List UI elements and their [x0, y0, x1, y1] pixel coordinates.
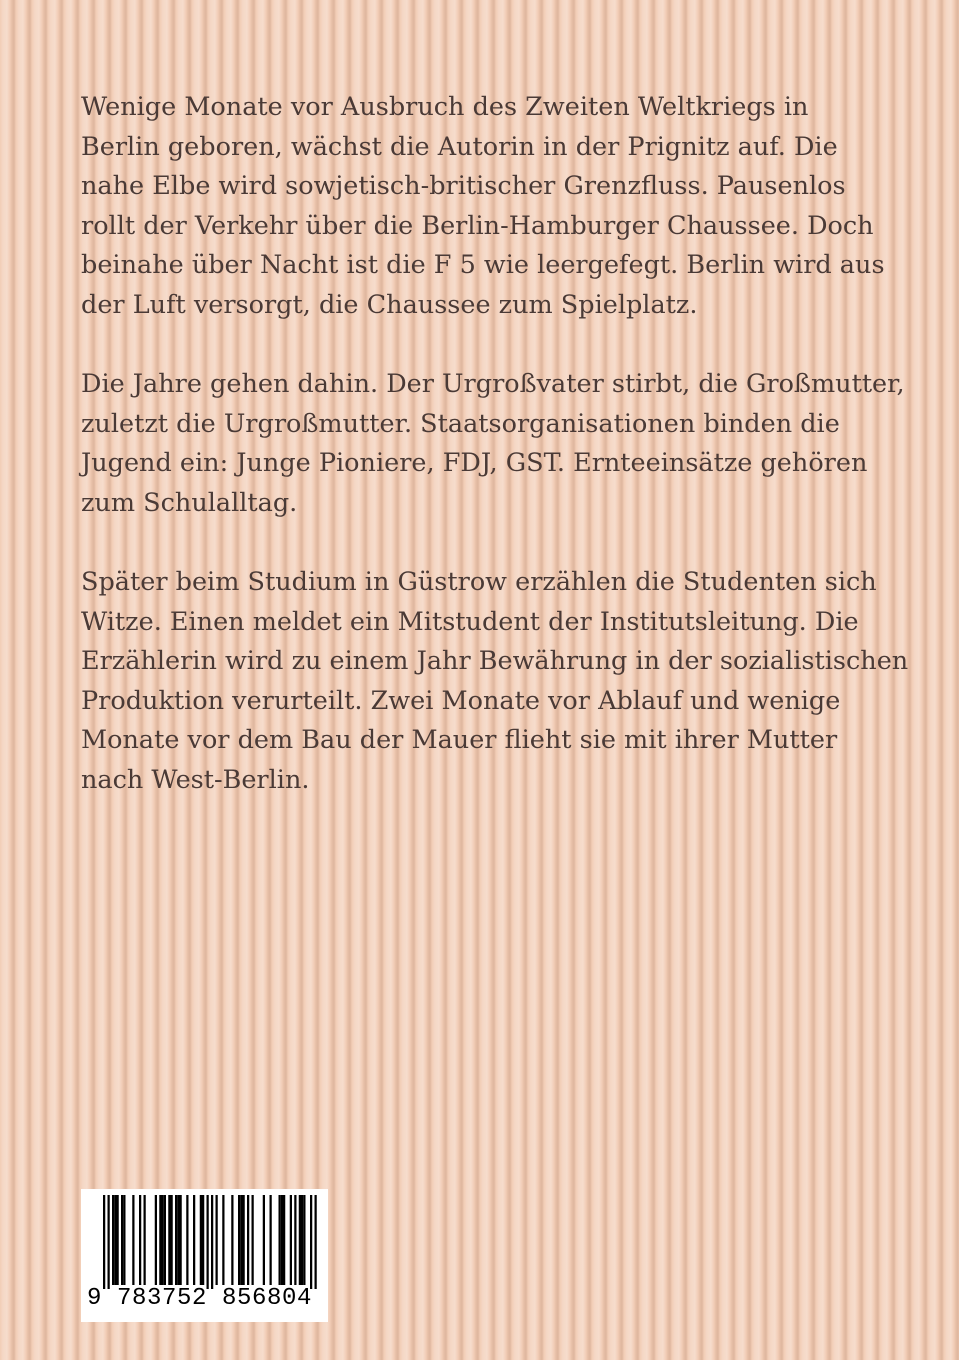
barcode-bar — [279, 1195, 281, 1285]
barcode-guard-bar — [108, 1195, 110, 1289]
barcode-bar — [263, 1195, 265, 1285]
barcode-guard-bar — [103, 1195, 105, 1289]
barcode-bar — [243, 1195, 245, 1285]
barcode-bar — [159, 1195, 161, 1285]
barcode-bar — [252, 1195, 254, 1285]
barcode-bar — [290, 1195, 292, 1285]
barcode-bar — [294, 1195, 296, 1285]
blurb-paragraph-2 — [81, 365, 905, 523]
blurb-line: nach West-Berlin. — [81, 764, 310, 795]
blurb-line: Wenige Monate vor Ausbruch des Zweiten Weltkriegs in — [81, 92, 809, 122]
barcode-bar — [238, 1195, 240, 1285]
barcode-bar — [139, 1195, 141, 1285]
barcode-bar — [177, 1195, 179, 1285]
barcode-bar — [216, 1195, 218, 1285]
barcode-guard-bar — [310, 1195, 312, 1289]
barcode-bar — [155, 1195, 157, 1285]
barcode-bar — [144, 1195, 146, 1285]
barcode-bar — [222, 1195, 224, 1285]
barcode-bar — [180, 1195, 182, 1285]
barcode-bar — [168, 1195, 170, 1285]
blurb-line: Witze. Einen meldet ein Mitstudent der Institutsleitung. Die — [81, 606, 859, 637]
barcode-bars — [81, 1189, 328, 1289]
blurb-line: Die Jahre gehen dahin. Der Urgroßvater stirbt, die Großmutter, — [81, 369, 905, 399]
blurb-line: rollt der Verkehr über die Berlin-Hamburger Chaussee. Doch — [81, 210, 874, 241]
barcode-bar — [202, 1195, 204, 1285]
blurb-line: zum Schulalltag. — [81, 487, 298, 518]
barcode-bar — [164, 1195, 166, 1285]
barcode-bar — [200, 1195, 202, 1285]
barcode-bar — [281, 1195, 283, 1285]
barcode-bar — [231, 1195, 233, 1285]
blurb-line: Jugend ein: Junge Pioniere, FDJ, GST. Ernteeinsätze gehören — [81, 448, 868, 478]
barcode-bar — [132, 1195, 134, 1285]
barcode-bar — [301, 1195, 303, 1285]
barcode-bar — [117, 1195, 119, 1285]
blurb-line: zuletzt die Urgroßmutter. Staatsorganisationen binden die — [81, 408, 840, 439]
barcode-bar — [162, 1195, 164, 1285]
barcode-bar — [299, 1195, 301, 1285]
barcode-bar — [283, 1195, 285, 1285]
barcode-bar — [175, 1195, 177, 1285]
barcode-guard-bar — [211, 1195, 213, 1289]
blurb-line: Erzählerin wird zu einem Jahr Bewährung in der sozialistischen — [81, 646, 909, 676]
blurb-line: beinahe über Nacht ist die F 5 wie leergefegt. Berlin wird aus — [81, 250, 885, 280]
barcode-bar — [186, 1195, 188, 1285]
blurb-line: Produktion verurteilt. Zwei Monate vor Ablauf und wenige — [81, 685, 841, 716]
isbn-barcode — [81, 1189, 328, 1322]
isbn-number: 9 783752 856804 — [87, 1285, 313, 1312]
barcode-bar — [123, 1195, 125, 1285]
blurb-line: Später beim Studium in Güstrow erzählen die Studenten sich — [81, 567, 877, 597]
blurb-paragraph-3 — [81, 563, 909, 800]
blurb-text — [81, 88, 909, 840]
barcode-bar — [240, 1195, 242, 1285]
barcode-bar — [247, 1195, 249, 1285]
barcode-bar — [114, 1195, 116, 1285]
blurb-line: nahe Elbe wird sowjetisch-britischer Grenzfluss. Pausenlos — [81, 171, 846, 201]
barcode-bar — [193, 1195, 195, 1285]
blurb-line: Monate vor dem Bau der Mauer flieht sie mit ihrer Mutter — [81, 725, 838, 755]
barcode-guard-bar — [315, 1195, 317, 1289]
barcode-bar — [303, 1195, 305, 1285]
barcode-guard-bar — [207, 1195, 209, 1289]
barcode-bar — [121, 1195, 123, 1285]
barcode-bar — [112, 1195, 114, 1285]
blurb-line: der Luft versorgt, die Chaussee zum Spielplatz. — [81, 289, 698, 320]
blurb-line: Berlin geboren, wächst die Autorin in der Prignitz auf. Die — [81, 131, 838, 162]
blurb-paragraph-1 — [81, 88, 885, 325]
barcode-bar — [270, 1195, 272, 1285]
barcode-bar — [171, 1195, 173, 1285]
